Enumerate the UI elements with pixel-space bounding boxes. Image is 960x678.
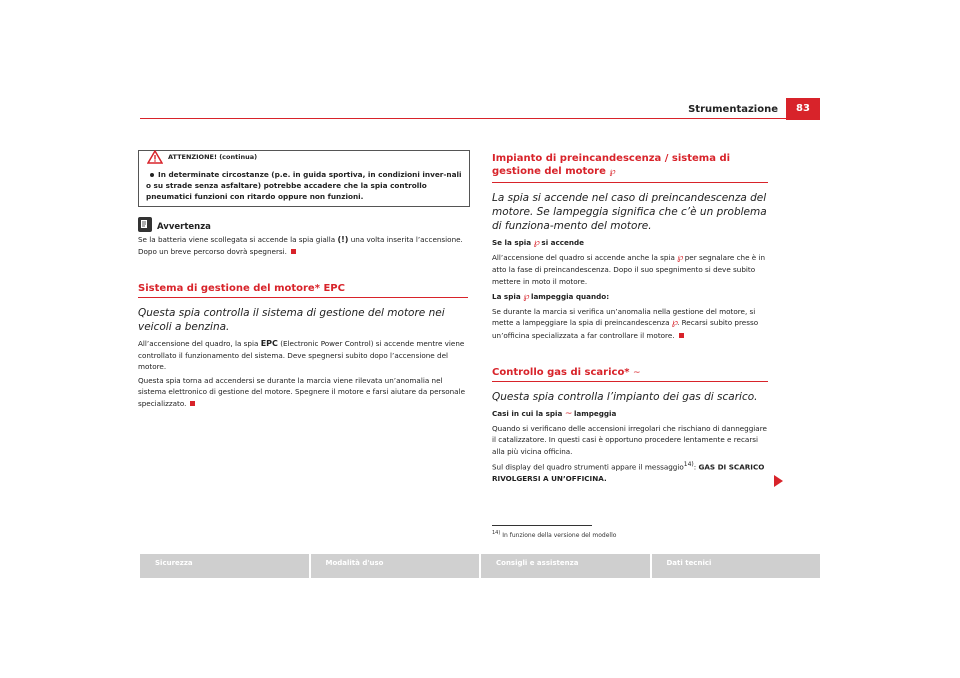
warning-title: ATTENZIONE! (continua)	[168, 153, 258, 161]
exhaust-p2-colon: :	[693, 462, 697, 472]
preheat-p2-after: . Recarsi subito presso un’officina specializzata a far controllare il motore.	[492, 318, 759, 340]
preheat-label-1	[492, 237, 768, 250]
footnote-number: 14)	[492, 530, 501, 536]
preheat-inline-glyph: ℘	[523, 292, 529, 302]
header-rule	[140, 118, 786, 119]
preheat-paragraph-2	[492, 306, 768, 342]
exhaust-p2-before: Sul display del quadro strumenti appare il messaggio	[492, 462, 684, 472]
warning-header	[147, 150, 257, 164]
warning-triangle-icon	[147, 150, 163, 164]
epc-title-text: Sistema di gestione del motore*	[138, 283, 320, 294]
preheat-p1-after: per segnalare che è in atto la fase di preincandescenza. Dopo il suo spegnimento si deve subito mettere in moto il motore.	[492, 252, 766, 286]
exhaust-subtitle: Questa spia controlla l’impianto dei gas di scarico.	[492, 391, 758, 403]
epc-section-title	[138, 283, 468, 298]
exhaust-paragraph-2	[492, 459, 768, 484]
end-mark-icon	[291, 249, 296, 254]
preheat-paragraph-1	[492, 252, 768, 288]
preheat-label-2	[492, 291, 768, 304]
warning-text	[146, 169, 462, 202]
preheat-label1-after: si accende	[541, 238, 585, 247]
tire-pressure-glyph: (!)	[337, 235, 349, 244]
epc-paragraph-1	[138, 338, 468, 373]
note-icon	[138, 217, 152, 232]
exhaust-section-title	[492, 367, 768, 382]
page-number: 83	[786, 98, 820, 120]
exhaust-message: GAS DI SCARICO RIVOLGERSI A UN’OFFICINA.	[492, 462, 765, 483]
right-column	[492, 152, 768, 484]
bullet-icon	[150, 173, 154, 177]
note-text	[138, 234, 468, 257]
epc-p1-before: All’accensione del quadro, la spia	[138, 339, 259, 348]
note-title: Avvertenza	[157, 222, 211, 232]
exhaust-paragraph-1: Quando si verificano delle accensioni irregolari che rischiano di danneggiare il catalizzatore. In questi casi è opportuno procedere lentamente e recarsi alla più vicina officina.	[492, 423, 767, 456]
exhaust-title-text: Controllo gas di scarico*	[492, 367, 630, 378]
note-header	[138, 217, 468, 232]
preheat-label2-before: La spia	[492, 292, 521, 301]
epc-subtitle: Questa spia controlla il sistema di gestione del motore nei veicoli a benzina.	[138, 307, 445, 333]
exhaust-label	[492, 408, 768, 421]
preheat-label1-before: Se la spia	[492, 238, 532, 247]
preheat-title-text: Impianto di preincandescenza / sistema di gestione del motore	[492, 153, 731, 177]
preheat-subtitle: La spia si accende nel caso di preincandescenza del motore. Se lampeggia significa che c’è un problema di funziona-mento del motore.	[492, 192, 767, 232]
preheat-p2-before: Se durante la marcia si verifica un’anomalia nella gestione del motore, si mette a lampeggiare la spia di preincandescenza	[492, 306, 756, 327]
preheat-label2-after: lampeggia quando:	[530, 292, 610, 301]
page-header	[140, 98, 820, 120]
footnote	[492, 530, 616, 539]
preheat-glyph: ℘	[609, 167, 615, 177]
footer-nav	[140, 554, 820, 578]
footer-tab-consigli-assistenza[interactable]: Consigli e assistenza	[481, 554, 650, 578]
note-text-after: una volta inserita l’accensione. Dopo un breve percorso dovrà spegnersi.	[138, 235, 463, 256]
exhaust-glyph: ~	[633, 368, 640, 378]
end-mark-icon	[190, 401, 195, 406]
preheat-section-title	[492, 152, 768, 183]
preheat-inline-glyph: ℘	[677, 252, 683, 263]
exhaust-inline-glyph: ~	[564, 409, 572, 419]
page-title: Strumentazione	[688, 104, 778, 115]
preheat-inline-glyph: ℘	[533, 238, 539, 248]
epc-inline-glyph: EPC	[260, 339, 278, 348]
exhaust-label-before: Casi in cui la spia	[492, 409, 563, 418]
epc-paragraph-2	[138, 375, 468, 410]
note-pencil-icon	[140, 219, 150, 230]
epc-p2-text: Questa spia torna ad accendersi se durante la marcia viene rilevata un’anomalia nel sistema elettronico di gestione del motore. Spegnere il motore e farsi aiutare da personale specializzato.	[138, 375, 465, 408]
warning-box	[138, 150, 470, 207]
note-text-before: Se la batteria viene scollegata si accende la spia gialla	[138, 235, 336, 244]
footnote-rule	[492, 525, 592, 526]
epc-p1-after: (Electronic Power Control) si accende mentre viene controllato il funzionamento del sistema. Deve spegnersi subito dopo l’accensione del motore.	[138, 339, 465, 371]
footer-tab-modalita-duso[interactable]: Modalità d'uso	[311, 554, 480, 578]
footer-tab-dati-tecnici[interactable]: Dati tecnici	[652, 554, 821, 578]
end-mark-icon	[679, 333, 684, 338]
footer-tab-sicurezza[interactable]: Sicurezza	[140, 554, 309, 578]
footnote-ref[interactable]: 14)	[683, 461, 694, 468]
exhaust-label-after: lampeggia	[573, 409, 617, 418]
preheat-inline-glyph: ℘	[671, 318, 678, 328]
footnote-text: In funzione della versione del modello	[502, 532, 617, 539]
epc-glyph: EPC	[323, 283, 345, 294]
preheat-p1-before: All’accensione del quadro si accende anche la spia	[492, 252, 675, 262]
warning-text-body: In determinate circostanze (p.e. in guida sportiva, in condizioni inver-nali o su strade senza asfaltare) potrebbe accadere che la spia controllo pneumatici funzioni con ritardo oppure non funzioni.	[146, 170, 462, 201]
next-page-arrow-icon[interactable]	[774, 475, 783, 487]
left-column	[138, 150, 468, 409]
